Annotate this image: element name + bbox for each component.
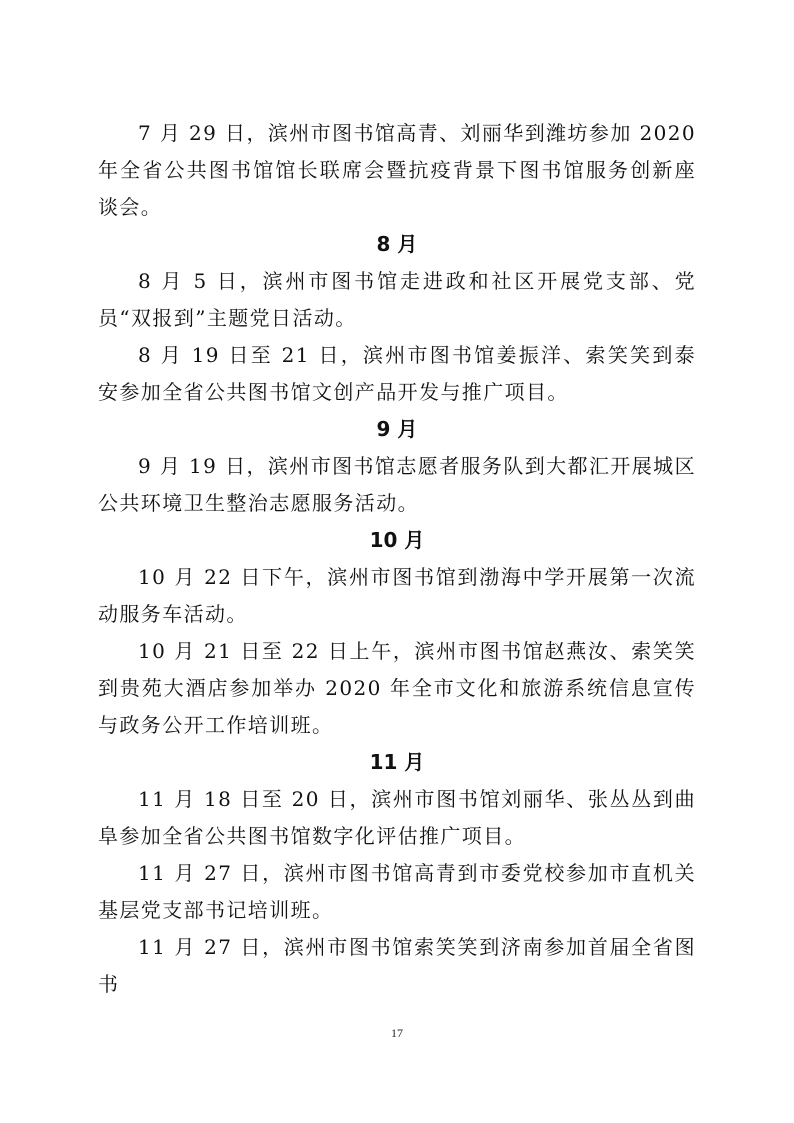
paragraph-oct-21: 10 月 21 日至 22 日上午，滨州市图书馆赵燕汝、索笑笑到贵苑大酒店参加举办 2020 年全市文化和旅游系统信息宣传与政务公开工作培训班。 bbox=[98, 639, 696, 737]
heading-august: 8 月 bbox=[376, 232, 418, 256]
heading-october: 10 月 bbox=[369, 528, 425, 552]
heading-september: 9 月 bbox=[376, 417, 418, 441]
heading-november: 11 月 bbox=[369, 750, 425, 774]
paragraph-aug-5: 8 月 5 日，滨州市图书馆走进政和社区开展党支部、党员“双报到”主题党日活动。 bbox=[98, 269, 696, 330]
paragraph-nov-27-jinan: 11 月 27 日，滨州市图书馆索笑笑到济南参加首届全省图书 bbox=[98, 935, 696, 996]
paragraph-sep-19: 9 月 19 日，滨州市图书馆志愿者服务队到大都汇开展城区公共环境卫生整治志愿服务活动。 bbox=[98, 454, 696, 515]
paragraph-aug-19: 8 月 19 日至 21 日，滨州市图书馆姜振洋、索笑笑到泰安参加全省公共图书馆文创产品开发与推广项目。 bbox=[98, 343, 696, 404]
paragraph-nov-27-party: 11 月 27 日，滨州市图书馆高青到市委党校参加市直机关基层党支部书记培训班。 bbox=[98, 861, 696, 922]
page-number: 17 bbox=[391, 1026, 403, 1040]
paragraph-nov-18: 11 月 18 日至 20 日，滨州市图书馆刘丽华、张丛丛到曲阜参加全省公共图书馆数字化评估推广项目。 bbox=[98, 787, 696, 848]
document-body bbox=[98, 115, 696, 1003]
paragraph-oct-22: 10 月 22 日下午，滨州市图书馆到渤海中学开展第一次流动服务车活动。 bbox=[98, 565, 696, 626]
paragraph-jul-29: 7 月 29 日，滨州市图书馆高青、刘丽华到潍坊参加 2020 年全省公共图书馆馆长联席会暨抗疫背景下图书馆服务创新座谈会。 bbox=[98, 121, 696, 219]
